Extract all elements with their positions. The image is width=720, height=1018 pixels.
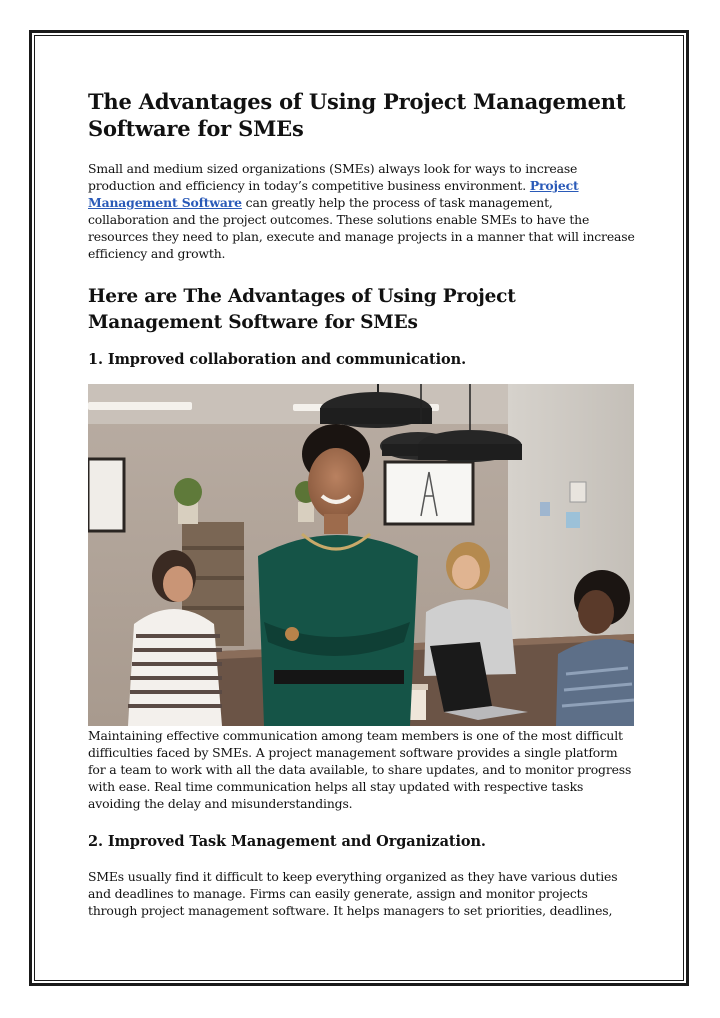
intro-text-before: Small and medium sized organizations (SMEs) always look for ways to increase production and efficiency in today’s competitive business environment. — [88, 161, 578, 193]
intro-paragraph — [88, 160, 636, 262]
subsection-heading-2: 2. Improved Task Management and Organization. — [88, 833, 486, 850]
section-2-paragraph: SMEs usually find it difficult to keep everything organized as they have various duties and deadlines to manage. Firms can easily generate, assign and monitor projects through project management software. It helps managers to set priorities, deadlines, — [88, 869, 618, 918]
office-team-photo — [88, 384, 634, 726]
document-body — [88, 88, 636, 919]
project-management-software-link[interactable]: Project Management Software — [88, 178, 579, 210]
document-title: The Advantages of Using Project Management Software for SMEs — [88, 89, 626, 141]
section-1-paragraph: Maintaining effective communication among team members is one of the most difficult difficulties faced by SMEs. A project management software provides a single platform for a team to work with all the data available, to share updates, and to monitor progress with ease. Real time communication helps all stay updated with respective tasks avoiding the delay and misunderstandings. — [88, 728, 632, 811]
intro-text-after: can greatly help the process of task management, collaboration and the project outcomes. These solutions enable SMEs to have the resources they need to plan, execute and manage projects in a manner that will increase efficiency and growth. — [88, 195, 635, 261]
subsection-heading-1: 1. Improved collaboration and communication. — [88, 351, 467, 368]
section-heading: Here are The Advantages of Using Project Management Software for SMEs — [88, 286, 516, 333]
